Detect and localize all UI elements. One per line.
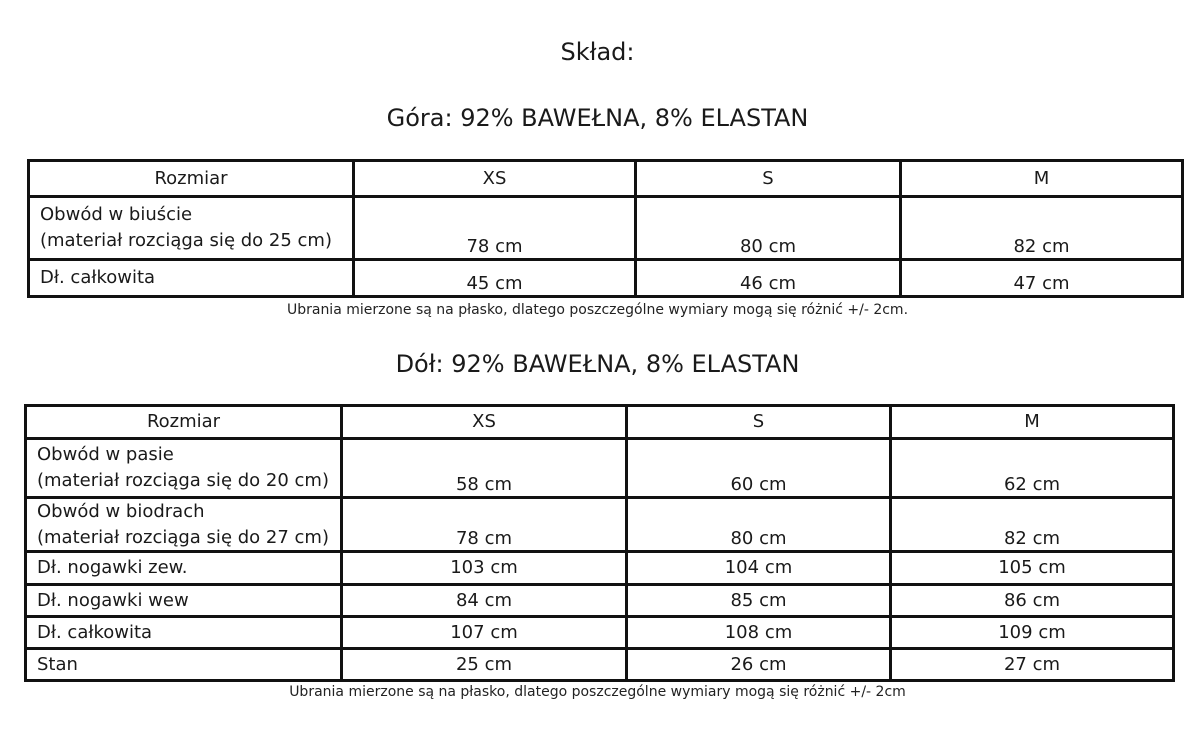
row-label-main: Obwód w pasie [37, 444, 174, 465]
cell-m: 82 cm [901, 197, 1183, 260]
row-label: Stan [26, 649, 342, 681]
table-row [26, 649, 1174, 681]
row-label-note: (materiał rozciąga się do 27 cm) [37, 526, 329, 548]
row-label [29, 197, 354, 260]
header-m: M [901, 161, 1183, 197]
cell-s: 108 cm [627, 617, 891, 649]
table-row [29, 260, 1183, 297]
cell-xs: 78 cm [354, 197, 636, 260]
cell-s: 80 cm [627, 498, 891, 552]
cell-xs: 58 cm [342, 439, 627, 498]
header-s: S [636, 161, 901, 197]
table-row [29, 197, 1183, 260]
row-label [26, 498, 342, 552]
cell-s: 104 cm [627, 552, 891, 585]
row-label: Dł. nogawki wew [26, 585, 342, 617]
row-label [26, 439, 342, 498]
row-label: Dł. nogawki zew. [26, 552, 342, 585]
table-header-row [29, 161, 1183, 197]
table-row [26, 552, 1174, 585]
row-label: Dł. całkowita [26, 617, 342, 649]
header-size: Rozmiar [29, 161, 354, 197]
top-measurement-note: Ubrania mierzone są na płasko, dlatego poszczególne wymiary mogą się różnić +/- 2cm. [286, 302, 909, 318]
cell-s: 46 cm [636, 260, 901, 297]
table-header-row [26, 406, 1174, 439]
table-row [26, 439, 1174, 498]
cell-m: 82 cm [891, 498, 1174, 552]
cell-xs: 78 cm [342, 498, 627, 552]
table-row [26, 498, 1174, 552]
cell-s: 60 cm [627, 439, 891, 498]
bottom-size-table [24, 404, 1175, 682]
header-m: M [891, 406, 1174, 439]
cell-m: 47 cm [901, 260, 1183, 297]
cell-m: 109 cm [891, 617, 1174, 649]
cell-s: 26 cm [627, 649, 891, 681]
cell-xs: 84 cm [342, 585, 627, 617]
cell-m: 105 cm [891, 552, 1174, 585]
row-label-main: Obwód w biuście [40, 204, 193, 225]
cell-s: 80 cm [636, 197, 901, 260]
row-label-main: Obwód w biodrach [37, 500, 205, 522]
cell-m: 27 cm [891, 649, 1174, 681]
row-label: Dł. całkowita [29, 260, 354, 297]
composition-title: Skład: [560, 38, 635, 66]
table-row [26, 585, 1174, 617]
header-s: S [627, 406, 891, 439]
header-size: Rozmiar [26, 406, 342, 439]
header-xs: XS [354, 161, 636, 197]
top-heading: Góra: 92% BAWEŁNA, 8% ELASTAN [386, 104, 809, 132]
bottom-measurement-note: Ubrania mierzone są na płasko, dlatego poszczególne wymiary mogą się różnić +/- 2cm [289, 684, 906, 700]
cell-xs: 45 cm [354, 260, 636, 297]
header-xs: XS [342, 406, 627, 439]
cell-xs: 103 cm [342, 552, 627, 585]
cell-s: 85 cm [627, 585, 891, 617]
row-label-note: (materiał rozciąga się do 25 cm) [40, 230, 332, 251]
cell-m: 62 cm [891, 439, 1174, 498]
bottom-heading: Dół: 92% BAWEŁNA, 8% ELASTAN [395, 350, 800, 378]
top-size-table [27, 159, 1184, 298]
cell-xs: 25 cm [342, 649, 627, 681]
cell-xs: 107 cm [342, 617, 627, 649]
cell-m: 86 cm [891, 585, 1174, 617]
row-label-note: (materiał rozciąga się do 20 cm) [37, 470, 329, 491]
table-row [26, 617, 1174, 649]
